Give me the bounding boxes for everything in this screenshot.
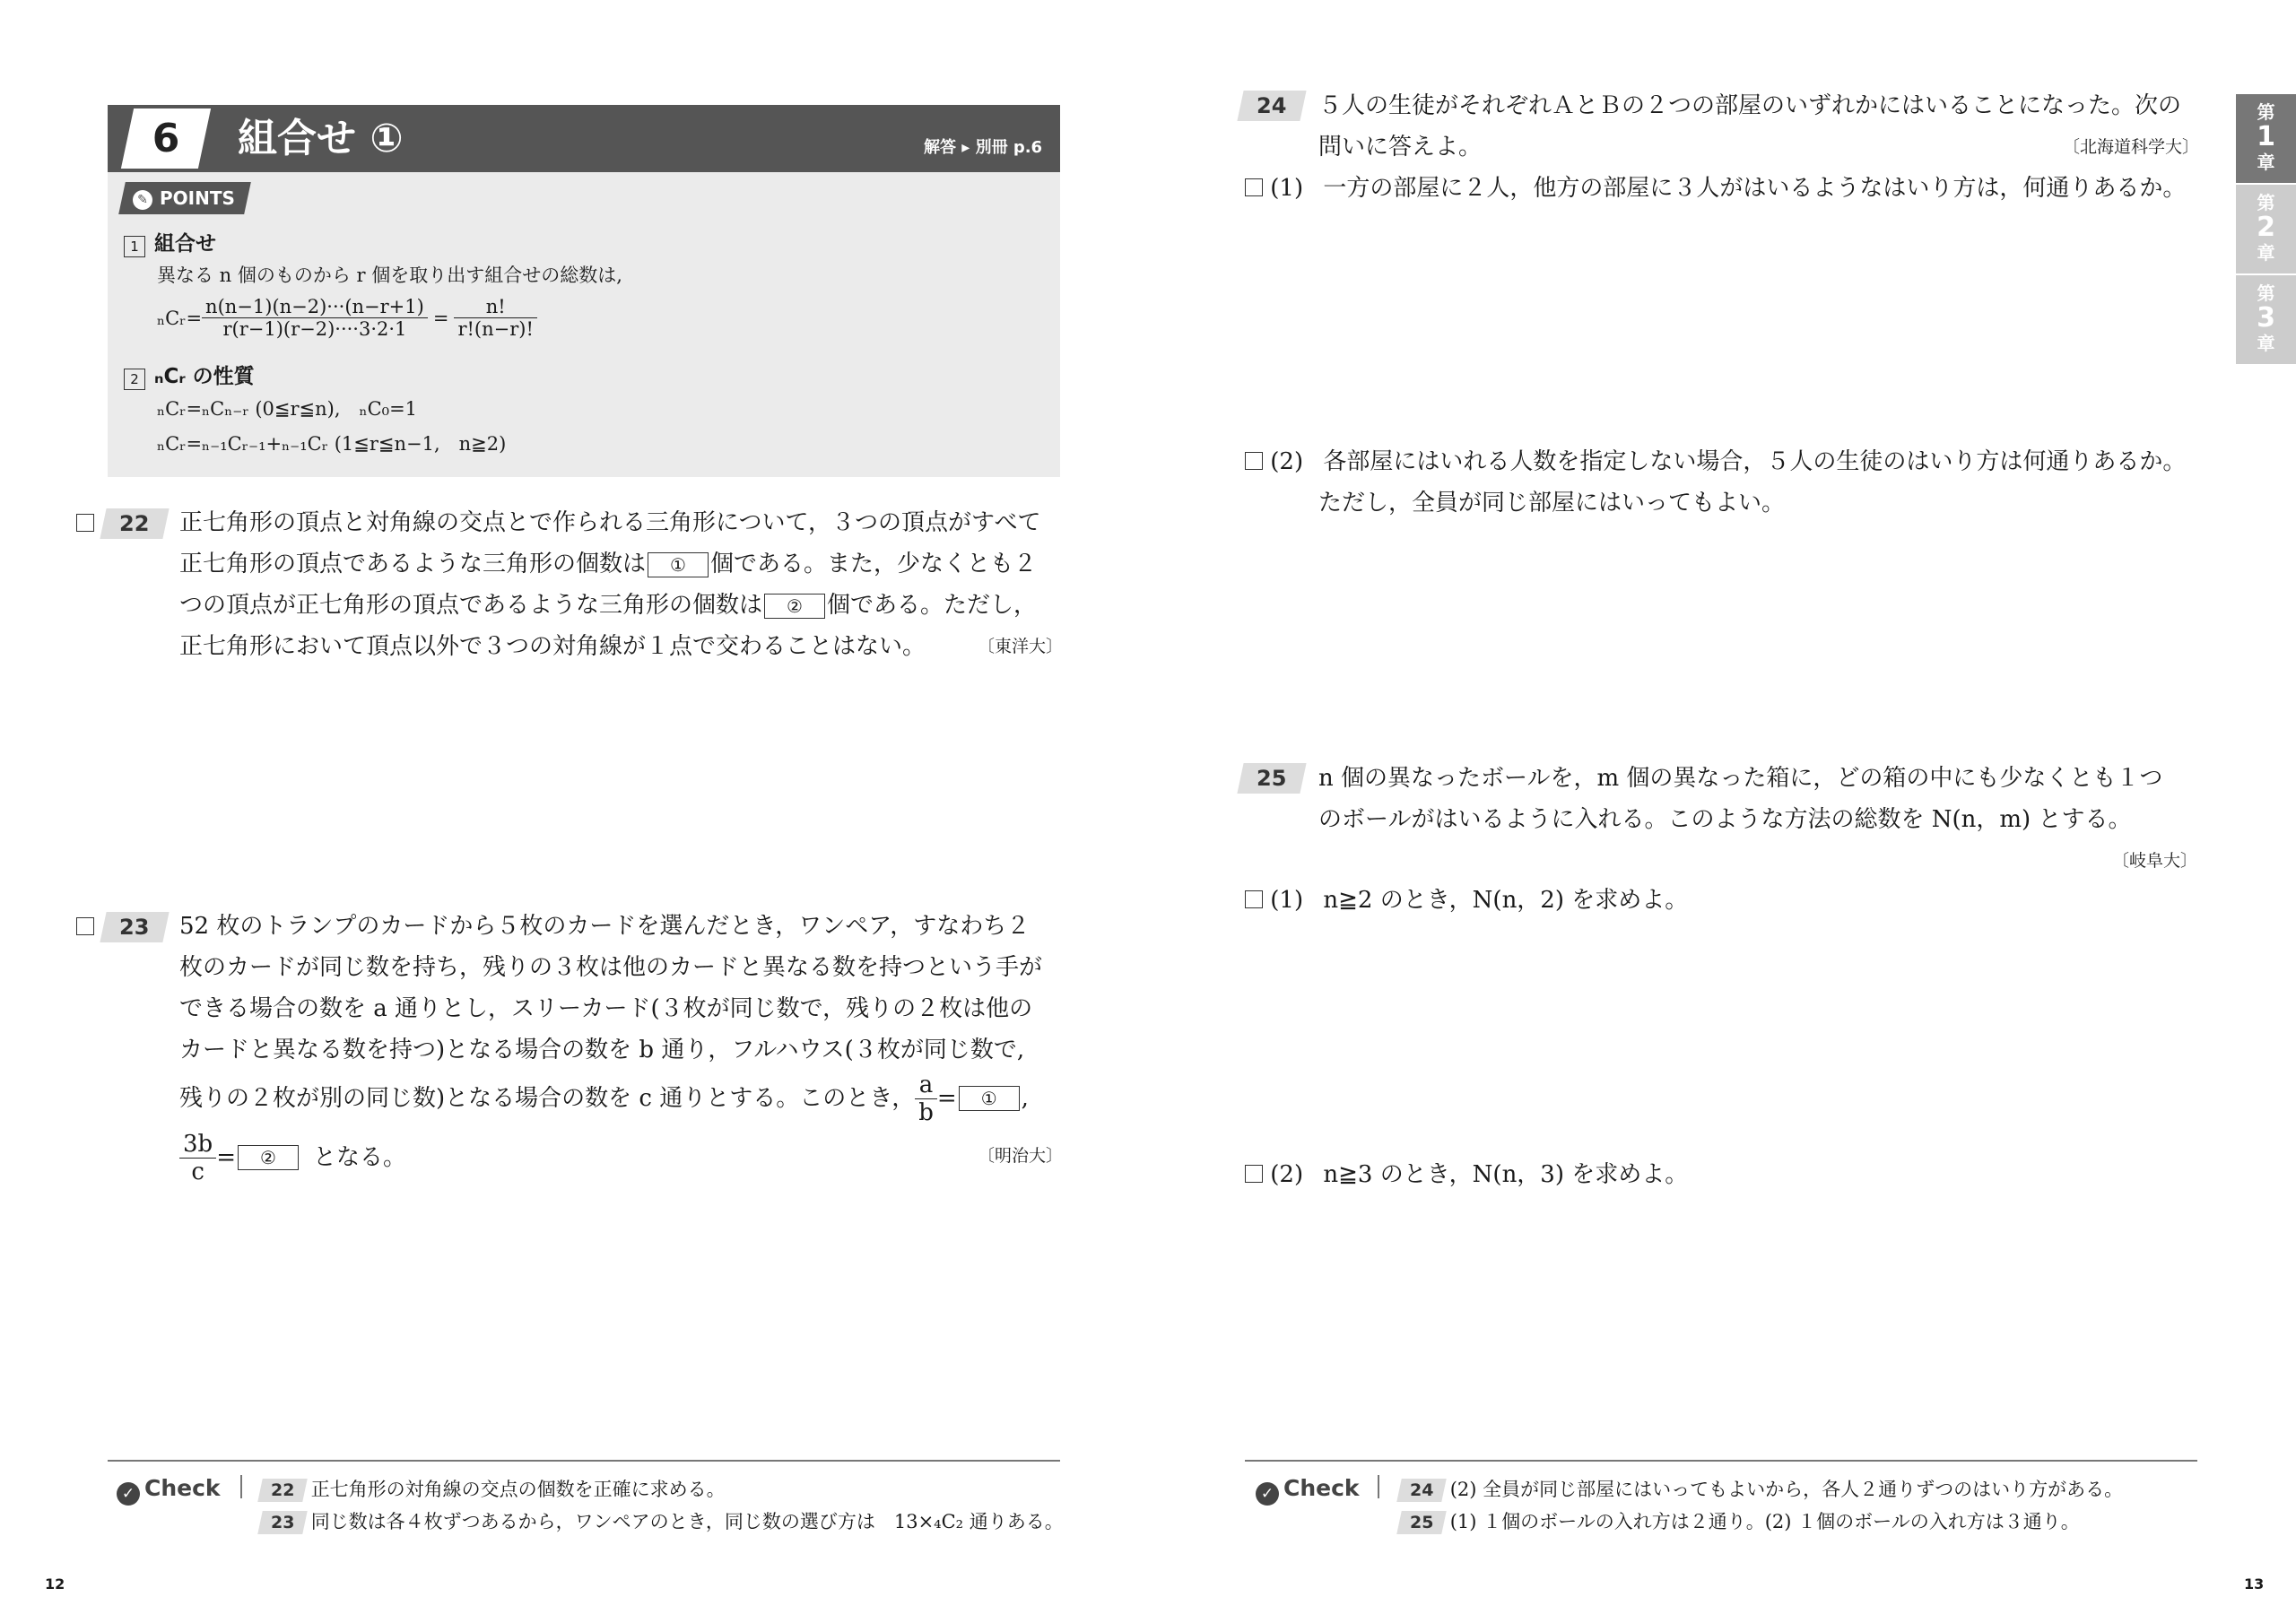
- q1-label: (1): [1270, 175, 1304, 202]
- problem-23-tail: となる。: [312, 1144, 406, 1171]
- problem-22-text: 個である。また，少なくとも２: [710, 551, 1038, 577]
- problem-24-number: [1237, 91, 1306, 121]
- problem-23-number: [100, 912, 169, 942]
- problem-23-line-2: 枚のカードが同じ数を持ち，残りの３枚は他のカードと異なる数を持つという手が: [179, 954, 1043, 981]
- q2-label: (2): [1270, 1161, 1304, 1188]
- problem-24-line-1: ５人の生徒がそれぞれＡとＢの２つの部屋のいずれかにはいることになった。次の: [1318, 92, 2182, 119]
- check-item-number: [257, 1511, 308, 1534]
- problem-22-line-4: [179, 626, 1063, 667]
- check-item-text: (2) 全員が同じ部屋にはいってもよいから，各人２通りずつのはいり方がある。: [1449, 1479, 2124, 1500]
- point-1-formula: [157, 296, 537, 340]
- section-number-badge: [121, 108, 211, 169]
- fraction-1-denominator: r(r−1)(r−2)····3·2·1: [222, 318, 407, 340]
- check-divider: [108, 1460, 1060, 1462]
- formula-fraction-1: [202, 296, 428, 340]
- check-label-text: Check: [1283, 1475, 1360, 1501]
- check-item-23: [260, 1507, 1064, 1534]
- problem-22-number-text: 22: [119, 511, 150, 536]
- problem-22-checkbox[interactable]: [76, 514, 94, 532]
- fraction-a-over-b: [915, 1072, 937, 1126]
- problem-25-source: 〔岐阜大〕: [2111, 851, 2197, 871]
- pencil-icon: ✎: [133, 190, 152, 210]
- check-item-number: [257, 1479, 308, 1502]
- problem-25-line-1: n 個の異なったボールを，m 個の異なった箱に，どの箱の中にも少なくとも１つ: [1318, 765, 2163, 792]
- check-item-number-text: 25: [1409, 1513, 1434, 1532]
- answer-reference: 解答 ▸ 別冊 p.6: [924, 138, 1043, 157]
- problem-22-text: 正七角形の頂点であるような三角形の個数は: [179, 551, 647, 577]
- tab-number: 2: [2257, 212, 2275, 243]
- problem-23-line-6: [179, 1126, 1063, 1189]
- problem-25-number: [1237, 763, 1306, 794]
- problem-24-line-2: [1318, 126, 2199, 168]
- q2-checkbox[interactable]: [1245, 1165, 1263, 1183]
- point-2-line-2: ₙCᵣ=ₙ₋₁Cᵣ₋₁+ₙ₋₁Cᵣ (1≦r≦n−1, n≧2): [157, 433, 507, 455]
- answer-box-2[interactable]: ②: [764, 594, 825, 619]
- fraction-3b: 3b: [179, 1131, 216, 1159]
- check-label: [117, 1475, 221, 1506]
- formula-fraction-2: [454, 296, 536, 340]
- points-label-text: POINTS: [160, 187, 235, 209]
- q1-label: (1): [1270, 887, 1304, 914]
- page-number-left: 12: [45, 1575, 65, 1593]
- points-label: [133, 183, 235, 213]
- problem-24-q2-line-2: ただし，全員が同じ部屋にはいってもよい。: [1318, 490, 1786, 516]
- point-2-number: 2: [124, 369, 145, 390]
- tab-suffix: 章: [2257, 242, 2275, 264]
- check-separator: [240, 1475, 242, 1498]
- tab-prefix: 第: [2257, 192, 2275, 213]
- check-item-text: 正七角形の対角線の交点の個数を正確に求める。: [310, 1479, 726, 1500]
- q1-checkbox[interactable]: [1245, 890, 1263, 908]
- formula-lhs: ₙCᵣ=: [157, 307, 203, 329]
- check-label-text: Check: [144, 1475, 221, 1501]
- problem-22-body: [179, 502, 1063, 667]
- check-item-25: [1399, 1507, 2080, 1534]
- problem-22-text: つの頂点が正七角形の頂点であるような三角形の個数は: [179, 592, 763, 619]
- section-number: 6: [152, 116, 180, 161]
- check-item-text: (1) １個のボールの入れ方は２通り。(2) １個のボールの入れ方は３通り。: [1449, 1511, 2080, 1532]
- problem-25-q1: [1245, 880, 1688, 921]
- problem-23-line-3: できる場合の数を a 通りとし，スリーカード(３枚が同じ数で，残りの２枚は他の: [179, 995, 1033, 1022]
- point-2-heading: [124, 360, 255, 390]
- check-item-number: [1396, 1511, 1447, 1534]
- q1-checkbox[interactable]: [1245, 178, 1263, 196]
- problem-25-body: [1318, 758, 2199, 840]
- tab-number: 1: [2257, 121, 2275, 152]
- problem-23-number-text: 23: [119, 915, 150, 940]
- problem-24-q2: [1245, 441, 2186, 482]
- formula-equals: =: [432, 307, 449, 329]
- problem-23-checkbox[interactable]: [76, 917, 94, 935]
- fraction-2-numerator: n!: [454, 296, 536, 318]
- answer-box-1[interactable]: ①: [959, 1086, 1020, 1111]
- tab-number: 3: [2257, 302, 2275, 334]
- point-1-title: 組合せ: [154, 232, 216, 256]
- problem-22-number: [100, 508, 169, 539]
- problem-23-text: 残りの２枚が別の同じ数)となる場合の数を c 通りとする。このとき，: [179, 1085, 916, 1112]
- answer-box-2[interactable]: ②: [238, 1145, 299, 1170]
- problem-23-line-1: 52 枚のトランプのカードから５枚のカードを選んだとき，ワンペア，すなわち２: [179, 913, 1031, 940]
- tab-suffix: 章: [2257, 333, 2275, 354]
- fraction-2-denominator: r!(n−r)!: [457, 318, 534, 340]
- problem-24-body: [1318, 85, 2199, 168]
- point-2-title: ₙCᵣ の性質: [154, 365, 255, 388]
- q1-text: 一方の部屋に２人，他方の部屋に３人がはいるようなはいり方は，何通りあるか。: [1323, 175, 2187, 202]
- answer-box-1[interactable]: ①: [648, 552, 709, 577]
- problem-24-text: 問いに答えよ。: [1318, 134, 1483, 161]
- chapter-tab-1[interactable]: [2236, 94, 2296, 183]
- comma: ,: [1021, 1085, 1029, 1112]
- problem-22-text: 正七角形において頂点以外で３つの対角線が１点で交わることはない。: [179, 633, 926, 660]
- fraction-1-numerator: n(n−1)(n−2)···(n−r+1): [202, 296, 428, 318]
- page-number-right: 13: [2244, 1575, 2265, 1593]
- fraction-b: b: [918, 1098, 934, 1126]
- check-item-text: 同じ数は各４枚ずつあるから，ワンペアのとき，同じ数の選び方は 13×₄C₂ 通りある。: [310, 1511, 1064, 1532]
- chapter-tab-2[interactable]: [2236, 185, 2296, 273]
- q2-checkbox[interactable]: [1245, 452, 1263, 470]
- check-item-24: [1399, 1475, 2123, 1502]
- tab-suffix: 章: [2257, 152, 2275, 173]
- problem-22-text: 個である。ただし，: [827, 592, 1038, 619]
- point-2-line-1: ₙCᵣ=ₙCₙ₋ᵣ (0≦r≦n), ₙC₀=1: [157, 398, 418, 420]
- problem-24-number-text: 24: [1257, 93, 1287, 118]
- checkmark-icon: ✓: [117, 1482, 140, 1506]
- point-1-heading: [124, 227, 216, 257]
- tab-prefix: 第: [2257, 282, 2275, 304]
- check-item-number: [1396, 1479, 1447, 1502]
- checkmark-icon: ✓: [1256, 1482, 1279, 1506]
- chapter-tab-3[interactable]: [2236, 275, 2296, 364]
- check-item-22: [260, 1475, 726, 1502]
- problem-23-body: [179, 906, 1063, 1189]
- point-1-number: 1: [124, 236, 145, 257]
- check-separator: [1378, 1475, 1379, 1498]
- problem-23-line-5: [179, 1071, 1063, 1126]
- problem-25-line-2: のボールがはいるように入れる。このような方法の総数を N(n，m) とする。: [1318, 806, 2132, 833]
- check-divider: [1245, 1460, 2197, 1462]
- problem-23-line-4: カードと異なる数を持つ)となる場合の数を b 通り，フルハウス(３枚が同じ数で,: [179, 1037, 1025, 1063]
- problem-25-q2: [1245, 1154, 1688, 1195]
- equals-sign: =: [936, 1085, 957, 1112]
- check-item-number-text: 24: [1409, 1480, 1434, 1500]
- problem-22-line-2: [179, 543, 1063, 585]
- q2-label: (2): [1270, 448, 1304, 475]
- tab-prefix: 第: [2257, 101, 2275, 123]
- q2-text: n≧3 のとき，N(n，3) を求めよ。: [1323, 1161, 1689, 1188]
- q2-text: 各部屋にはいれる人数を指定しない場合，５人の生徒のはいり方は何通りあるか。: [1323, 448, 2187, 475]
- section-title: 組合せ ①: [238, 116, 404, 161]
- fraction-3b-over-c: [179, 1131, 216, 1185]
- check-item-number-text: 23: [270, 1513, 295, 1532]
- equals-sign: =: [216, 1144, 236, 1171]
- check-item-number-text: 22: [270, 1480, 295, 1500]
- problem-23-source: 〔明治大〕: [977, 1146, 1063, 1166]
- fraction-a: a: [915, 1072, 937, 1099]
- problem-22-line-3: [179, 585, 1063, 626]
- q1-text: n≧2 のとき，N(n，2) を求めよ。: [1323, 887, 1689, 914]
- problem-24-q1: [1245, 168, 2186, 209]
- point-1-text: 異なる n 個のものから r 個を取り出す組合せの総数は,: [157, 265, 622, 286]
- check-label: [1256, 1475, 1360, 1506]
- problem-25-number-text: 25: [1257, 766, 1287, 791]
- problem-22-source: 〔東洋大〕: [977, 637, 1063, 656]
- problem-22-line-1: 正七角形の頂点と対角線の交点とで作られる三角形について，３つの頂点がすべて: [179, 509, 1041, 536]
- fraction-c: c: [191, 1158, 204, 1185]
- problem-24-source: 〔北海道科学大〕: [2062, 137, 2199, 157]
